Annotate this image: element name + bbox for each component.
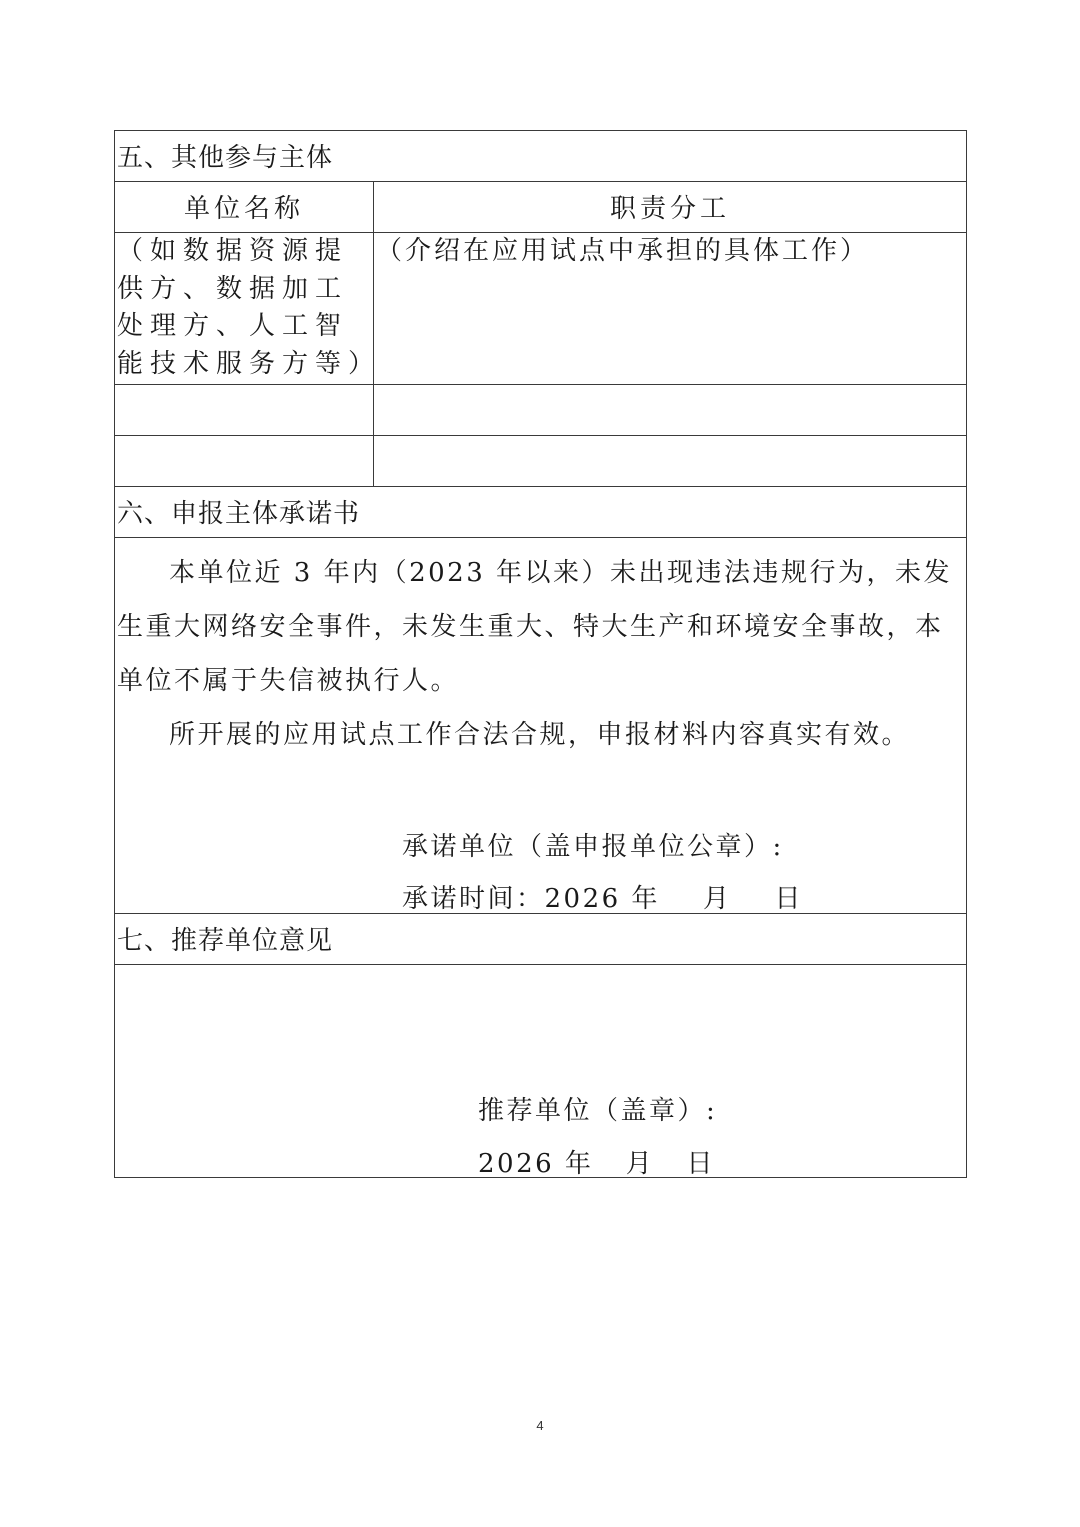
unit-name-hint: （如数据资源提供方、数据加工处理方、人工智能技术服务方等） (117, 236, 382, 379)
recommend-sign-unit: 推荐单位（盖章）: (478, 1096, 718, 1126)
recommend-sign-date: 2026 年 月 日 (478, 1149, 716, 1179)
duty-cell[interactable] (374, 233, 967, 385)
pledge-sign-date: 承诺时间：2026 年 月 日 (402, 884, 804, 914)
section5-column-header-row (115, 182, 967, 233)
section7-title: 七、推荐单位意见 (117, 926, 334, 956)
duty-cell[interactable] (374, 385, 967, 436)
section5-title-cell (115, 131, 967, 182)
section6-header-row (115, 487, 967, 538)
section6-title: 六、申报主体承诺书 (117, 499, 361, 529)
pledge-sign-unit: 承诺单位（盖申报单位公章）: (402, 832, 784, 862)
section5-header-row (115, 131, 967, 182)
section7-header-row (115, 914, 967, 965)
duty-cell[interactable] (374, 436, 967, 487)
pledge-paragraph: 本单位近 3 年内（2023 年以来）未出现违法违规行为，未发生重大网络安全事件，未发生重大、特大生产和环境安全事故，本单位不属于失信被执行人。 (117, 558, 953, 696)
unit-name-cell[interactable] (115, 233, 382, 385)
unit-name-cell[interactable] (115, 436, 374, 487)
unit-name-header-cell (115, 182, 374, 233)
pledge-paragraph: 所开展的应用试点工作合法合规，申报材料内容真实有效。 (169, 720, 911, 750)
section7-title-cell (115, 914, 967, 965)
table-row (115, 385, 967, 436)
table-row (115, 436, 967, 487)
application-form-table (114, 130, 967, 1178)
section5-title: 五、其他参与主体 (117, 143, 334, 173)
section6-title-cell (115, 487, 967, 538)
page-number: 4 (536, 1418, 544, 1433)
duty-header-cell (374, 182, 967, 233)
table-row (115, 233, 967, 385)
duty-header: 职责分工 (610, 194, 731, 224)
unit-name-cell[interactable] (115, 385, 374, 436)
duty-hint: （介绍在应用试点中承担的具体工作） (376, 236, 870, 266)
unit-name-header: 单位名称 (183, 194, 304, 224)
